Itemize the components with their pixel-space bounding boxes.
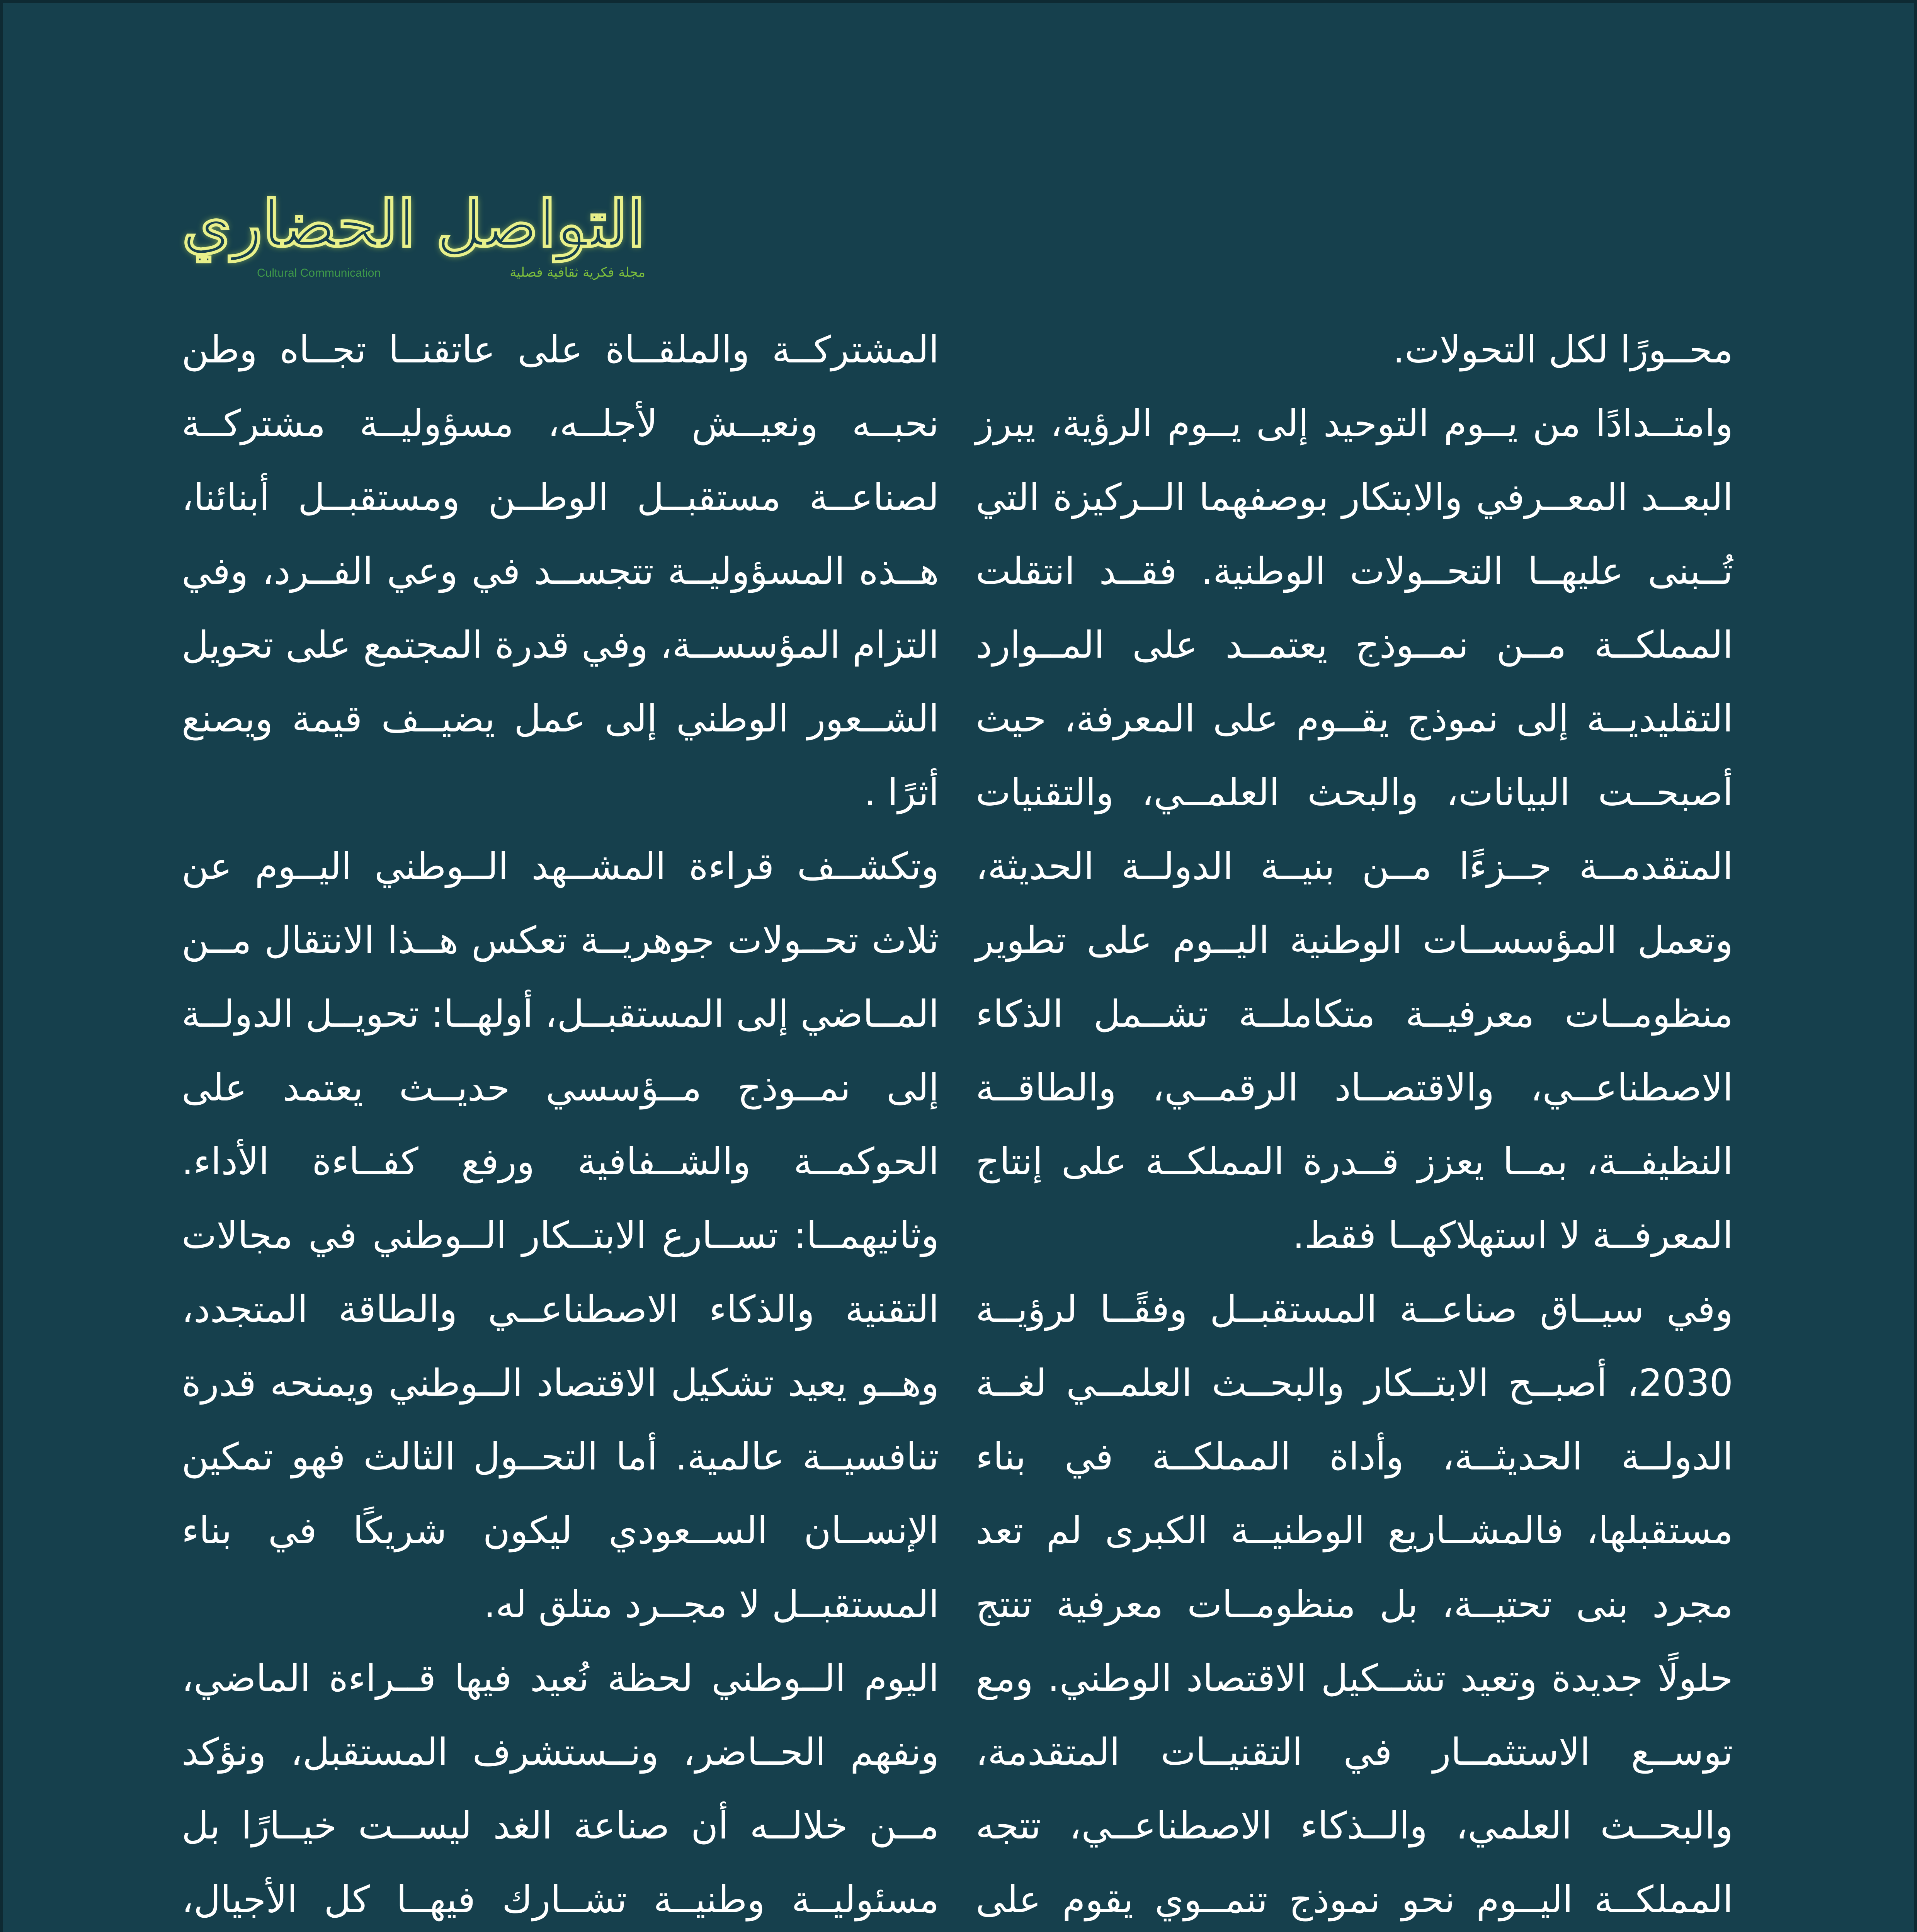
paragraph: اليوم الــوطني لحظة نُعيد فيها قــراءة الماضي، ونفهم الحــاضر، ونــستشرف المستقبل، ونؤكد مــن خلالــه أن صناعة الغد ليســت خيــارًا بل مسئوليــة وطنيــة تشــارك فيهــا كل الأجيال، (182, 1656, 939, 1921)
magazine-subtitle-english: Cultural Communication (257, 267, 381, 279)
paragraph: وامتــدادًا من يــوم التوحيد إلى يــوم الرؤية، يبرز البعــد المعــرفي والابتكار بوصفهما الــركيزة التي تُــبنى عليهــا التحــولات الوطنية. فقــد انتقلت المملكــة مــن نمــوذج يعتمــد على المــوارد التقليديــة إلى نموذج يقــوم على المعرفة، حيث أصبحــت البيانات، والبحث العلمــي، والتقنيات المتقدمــة جــزءًا مــن بنيــة الدولــة الحديثة، وتعمل المؤسســات الوطنية اليــوم على تطوير منظومــات معرفيــة متكاملــة تشــمل الذكاء الاصطناعــي، والاقتصــاد الرقمــي، والطاقــة النظيفــة، بمــا يعزز قــدرة المملكــة على إنتاج المعرفــة لا استهلاكهــا فقط. (976, 402, 1733, 1257)
magazine-subtitle-arabic: مجلة فكرية ثقافية فصلية (510, 265, 645, 280)
magazine-title: التواصل الحضاري (182, 187, 645, 261)
paragraph: وتكشــف قراءة المشــهد الــوطني اليــوم عن ثلاث تحــولات جوهريــة تعكس هــذا الانتقال مــن المــاضي إلى المستقبــل، أولهــا: تحويــل الدولــة إلى نمــوذج مــؤسسي حديــث يعتمد على الحوكمــة والشــفافية ورفع كفــاءة الأداء. وثانيهمــا: تســارع الابتــكار الــوطني في مجالات التقنية والذكاء الاصطناعــي والطاقة المتجدد، وهــو يعيد تشكيل الاقتصاد الــوطني ويمنحه قدرة تنافسيــة عالمية. أما التحــول الثالث فهو تمكين الإنســان الســعودي ليكون شريكًا في بناء المستقبــل لا مجــرد متلق له. (182, 845, 939, 1626)
paragraph: وفي سيــاق صناعــة المستقبــل وفقًــا لرؤيــة 2030، أصبــح الابتــكار والبحــث العلمــي لغــة الدولــة الحديثــة، وأداة المملكــة في بناء مستقبلها، فالمشــاريع الوطنيــة الكبرى لم تعد مجرد بنى تحتيــة، بل منظومــات معرفية تنتج حلولًا جديدة وتعيد تشــكيل الاقتصاد الوطني. ومع توســع الاستثمــار في التقنيــات المتقدمة، والبحــث العلمي، والــذكاء الاصطناعــي، تتجه المملكــة اليــوم نحو نموذج تنمــوي يقوم على (976, 1287, 1733, 1921)
masthead (182, 185, 684, 301)
article-column-right (976, 313, 1733, 1932)
article-column-left (182, 313, 939, 1932)
paragraph: محــورًا لكل التحولات. (1393, 328, 1733, 371)
paragraph: المشتركــة والملقــاة على عاتقنــا تجــاه وطن نحبــه ونعيــش لأجلــه، مسؤوليــة مشتركــة لصناعــة مستقبــل الوطــن ومستقبــل أبنائنا، هــذه المسؤوليــة تتجســد في وعي الفــرد، وفي التزام المؤسســة، وفي قدرة المجتمع على تحويل الشــعور الوطني إلى عمل يضيــف قيمة ويصنع أثرًا . (182, 328, 939, 814)
